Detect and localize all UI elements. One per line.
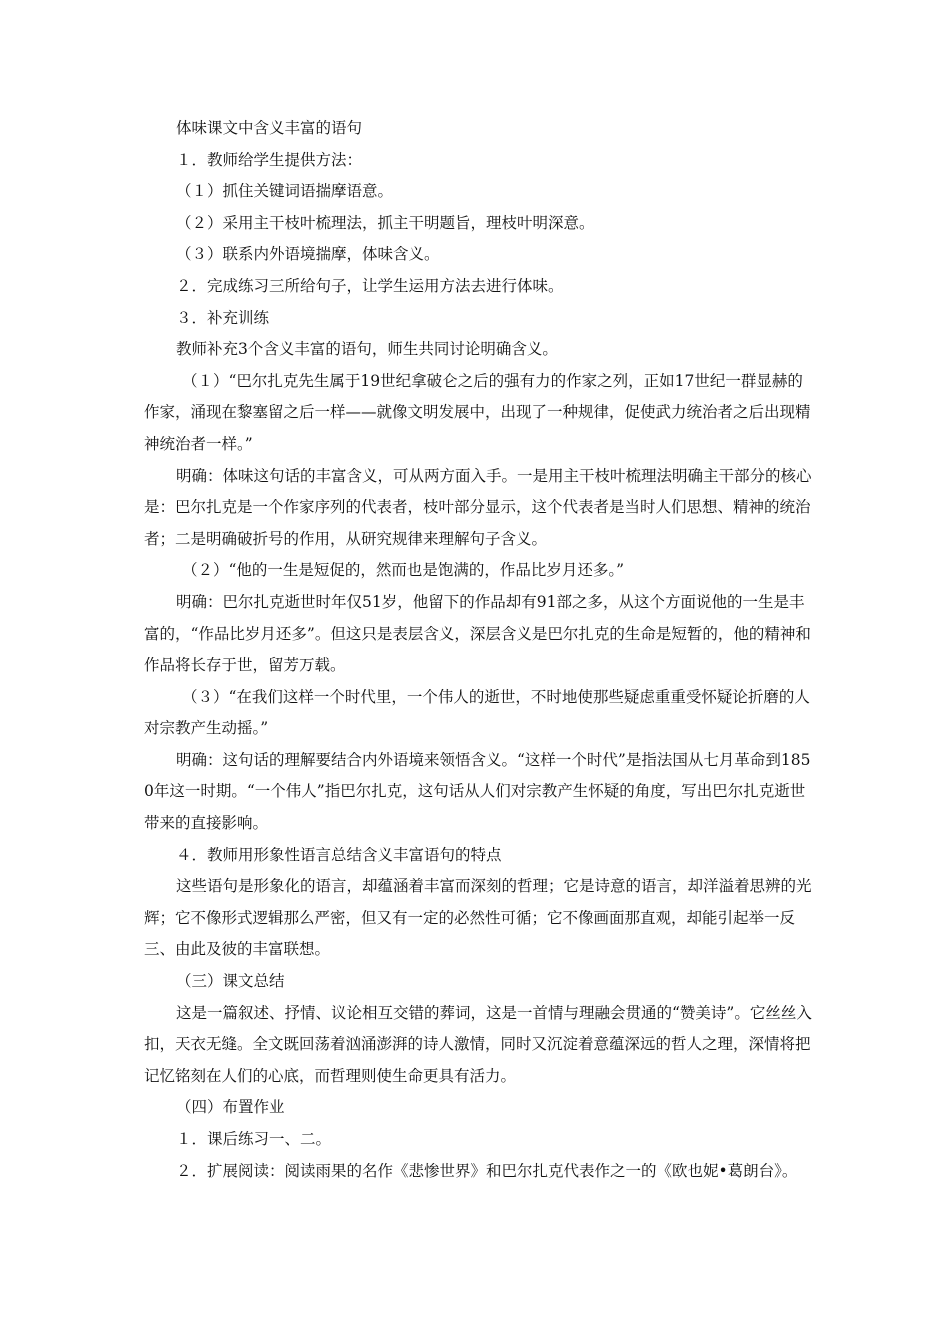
paragraph: 教师补充3个含义丰富的语句，师生共同讨论明确含义。 — [176, 340, 558, 359]
list-item: （２）采用主干枝叶梳理法，抓主干明题旨，理枝叶明深意。 — [176, 213, 595, 232]
paragraph: 明确：巴尔扎克逝世时年仅51岁，他留下的作品却有91部之多，从这个方面说他的一生是丰富的，“作品比岁月还多”。但这只是表层含义，深层含义是巴尔扎克的生命是短暂的，他的精神和作品将长存于世，留芳万载。 — [144, 592, 811, 675]
list-item: ４．教师用形象性语言总结含义丰富语句的特点 — [176, 845, 502, 864]
quote-paragraph: （２）“他的一生是短促的，然而也是饱满的，作品比岁月还多。” — [182, 561, 625, 580]
paragraph: 明确：体味这句话的丰富含义，可从两方面入手。一是用主干枝叶梳理法明确主干部分的核心是：巴尔扎克是一个作家序列的代表者，枝叶部分显示，这个代表者是当时人们思想、精神的统治者；二是明确破折号的作用，从研究规律来理解句子含义。 — [144, 466, 812, 548]
list-item: ３．补充训练 — [176, 308, 270, 327]
section-heading: 体味课文中含义丰富的语句 — [176, 119, 363, 137]
list-item: ２．扩展阅读：阅读雨果的名作《悲惨世界》和巴尔扎克代表作之一的《欧也妮•葛朗台》。 — [176, 1161, 798, 1180]
list-item: （１）抓住关键词语揣摩语意。 — [176, 182, 394, 201]
list-item: ２．完成练习三所给句子，让学生运用方法去进行体味。 — [176, 276, 564, 295]
list-item: １．教师给学生提供方法： — [176, 150, 363, 169]
list-item: １．课后练习一、二。 — [176, 1130, 332, 1148]
list-item: （３）联系内外语境揣摩，体味含义。 — [176, 245, 440, 264]
paragraph: 明确：这句话的理解要结合内外语境来领悟含义。“这样一个时代”是指法国从七月革命到1850年这一时期。“一个伟人”指巴尔扎克，这句话从人们对宗教产生怀疑的角度，写出巴尔扎克逝世带来的直接影响。 — [144, 750, 811, 833]
section-heading: （四）布置作业 — [176, 1098, 285, 1117]
quote-paragraph: （１）“巴尔扎克先生属于19世纪拿破仑之后的强有力的作家之列，正如17世纪一群显赫的作家，涌现在黎塞留之后一样——就像文明发展中，出现了一种规律，促使武力统治者之后出现精神统治者一样。” — [144, 371, 811, 453]
paragraph: 这是一篇叙述、抒情、议论相互交错的葬词，这是一首情与理融会贯通的“赞美诗”。它丝丝入扣，天衣无缝。全文既回荡着汹涌澎湃的诗人激情，同时又沉淀着意蕴深远的哲人之理，深情将把记忆铭刻在人们的心底，而哲理则使生命更具有活力。 — [144, 1003, 812, 1085]
document-body — [144, 113, 814, 1187]
section-heading: （三）课文总结 — [176, 972, 285, 991]
paragraph: 这些语句是形象化的语言，却蕴涵着丰富而深刻的哲理；它是诗意的语言，却洋溢着思辨的光辉；它不像形式逻辑那么严密，但又有一定的必然性可循；它不像画面那直观，却能引起举一反三、由此及彼的丰富联想。 — [144, 877, 812, 959]
quote-paragraph: （３）“在我们这样一个时代里，一个伟人的逝世，不时地使那些疑虑重重受怀疑论折磨的人对宗教产生动摇。” — [144, 687, 810, 738]
